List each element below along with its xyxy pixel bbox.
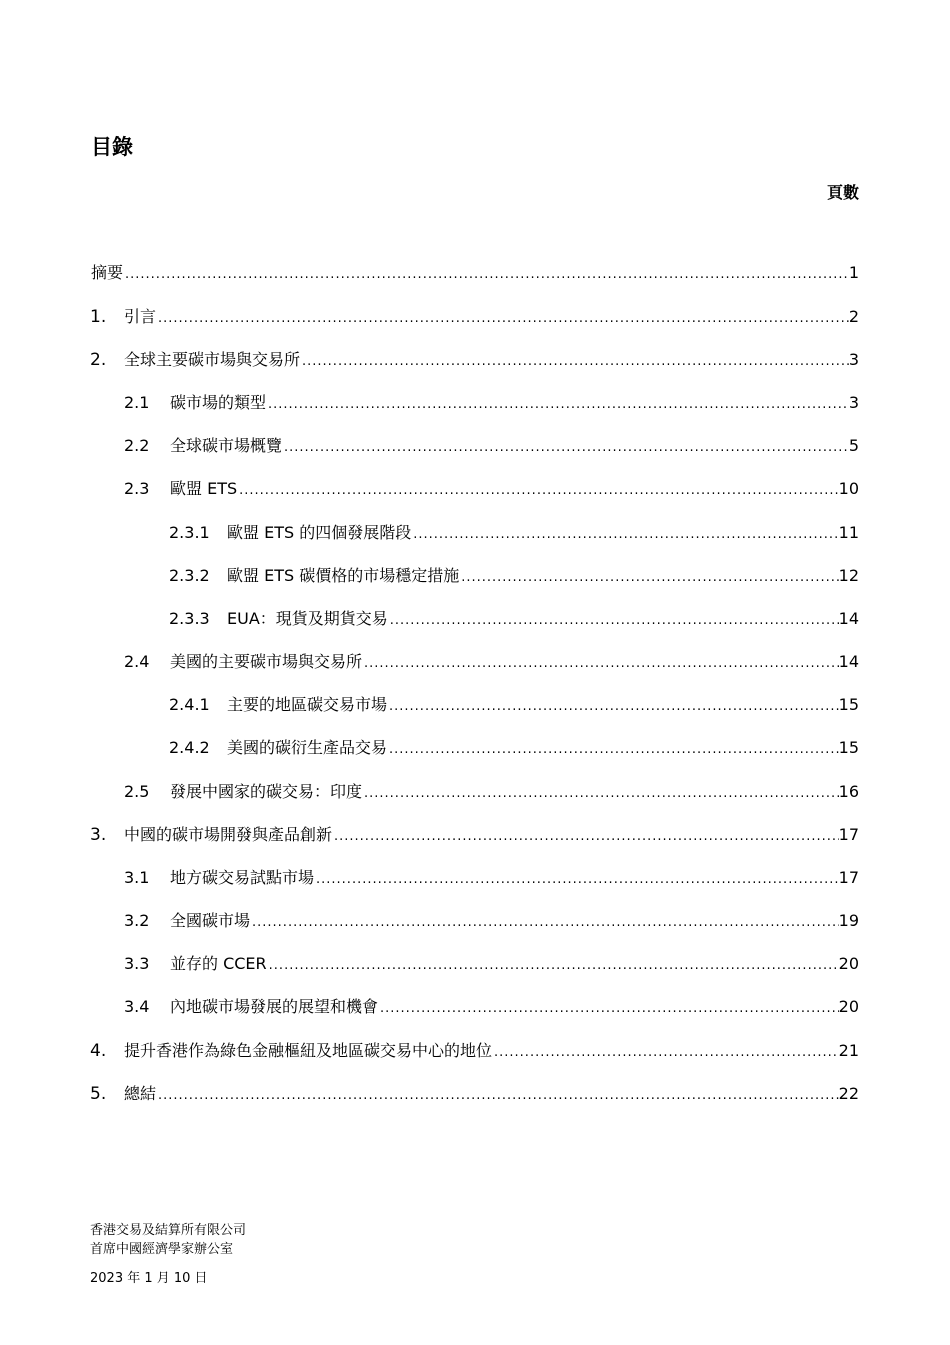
- toc-entry-number: 3.: [90, 825, 107, 845]
- toc-entry-1[interactable]: [90, 305, 859, 329]
- toc-entry-number: 1.: [90, 307, 107, 327]
- dot-leader: [267, 954, 839, 978]
- toc-entry-text: 主要的地區碳交易市場: [227, 695, 388, 714]
- toc-entry-text: 碳市場的類型: [170, 393, 267, 412]
- toc-entry-text: 美國的碳衍生產品交易: [227, 738, 388, 757]
- dot-leader: [387, 695, 839, 719]
- toc-entry-2-1[interactable]: [124, 391, 859, 415]
- toc-entry-text: 全國碳市場: [170, 911, 251, 930]
- toc-entry-text: 地方碳交易試點市場: [170, 868, 315, 887]
- toc-entry-number: 2.4: [124, 652, 150, 671]
- dot-leader: [156, 1084, 839, 1108]
- toc-entry-text: 總結: [124, 1084, 157, 1103]
- toc-entry-number: 3.3: [124, 954, 150, 973]
- dot-leader: [237, 479, 839, 503]
- toc-entry-2-5[interactable]: [124, 780, 859, 804]
- toc-entry-text: 歐盟 ETS 的四個發展階段: [227, 523, 412, 542]
- toc-entry-3-2[interactable]: [124, 909, 859, 933]
- toc-entry-5[interactable]: [90, 1082, 859, 1106]
- toc-entry-text: 並存的 CCER: [170, 954, 267, 973]
- toc-entry-number: 2.2: [124, 436, 150, 455]
- dot-leader: [250, 911, 839, 935]
- toc-entry-page: 3: [848, 393, 859, 412]
- toc-entry-3[interactable]: [90, 823, 859, 847]
- toc-entry-text: 美國的主要碳市場與交易所: [170, 652, 363, 671]
- toc-entry-number: 3.1: [124, 868, 150, 887]
- toc-entry-number: 2.4.2: [169, 738, 210, 757]
- toc-entry-text: 引言: [124, 307, 157, 326]
- toc-entry-page: 16: [838, 782, 859, 801]
- toc-entry-page: 5: [848, 436, 859, 455]
- toc-entry-page: 17: [838, 868, 859, 887]
- toc-entry-2-4-1[interactable]: [169, 693, 859, 717]
- dot-leader: [266, 393, 849, 417]
- toc-entry-text: 全球主要碳市場與交易所: [124, 350, 301, 369]
- toc-entry-text: 全球碳市場概覽: [170, 436, 283, 455]
- dot-leader: [123, 263, 849, 287]
- page-column-label: 頁數: [826, 183, 859, 202]
- dot-leader: [388, 609, 839, 633]
- toc-entry-page: 15: [838, 695, 859, 714]
- toc-entry-page: 1: [848, 263, 859, 282]
- toc-entry-number: 2.3.2: [169, 566, 210, 585]
- toc-entry-page: 10: [838, 479, 859, 498]
- dot-leader: [411, 523, 838, 547]
- footer-org-line1: 香港交易及結算所有限公司: [90, 1223, 247, 1238]
- toc-entry-text: 發展中國家的碳交易：印度: [170, 782, 363, 801]
- footer-date: 2023 年 1 月 10 日: [90, 1271, 208, 1286]
- toc-entry-number: 2.3: [124, 479, 150, 498]
- dot-leader: [332, 825, 839, 849]
- toc-entry-2-4[interactable]: [124, 650, 859, 674]
- toc-title: 目錄: [91, 135, 133, 159]
- toc-entry-summary[interactable]: [91, 261, 859, 285]
- toc-entry-page: 12: [838, 566, 859, 585]
- dot-leader: [362, 782, 839, 806]
- toc-entry-number: 3.4: [124, 997, 150, 1016]
- dot-leader: [378, 997, 839, 1021]
- toc-entry-3-4[interactable]: [124, 995, 859, 1019]
- toc-entry-page: 22: [838, 1084, 859, 1103]
- toc-entry-number: 2.3.1: [169, 523, 210, 542]
- toc-entry-number: 4.: [90, 1041, 107, 1061]
- toc-entry-4[interactable]: [90, 1039, 859, 1063]
- toc-entry-3-1[interactable]: [124, 866, 859, 890]
- dot-leader: [492, 1041, 839, 1065]
- toc-entry-number: 5.: [90, 1084, 107, 1104]
- toc-entry-text: 中國的碳市場開發與產品創新: [124, 825, 333, 844]
- dot-leader: [387, 738, 839, 762]
- toc-entry-page: 11: [838, 523, 859, 542]
- toc-entry-2-3-3[interactable]: [169, 607, 859, 631]
- toc-entry-2-3-1[interactable]: [169, 521, 859, 545]
- toc-entry-page: 14: [838, 652, 859, 671]
- toc-entry-page: 17: [838, 825, 859, 844]
- dot-leader: [459, 566, 838, 590]
- toc-entry-text: 內地碳市場發展的展望和機會: [170, 997, 379, 1016]
- toc-entry-page: 2: [848, 307, 859, 326]
- toc-entry-page: 20: [838, 997, 859, 1016]
- dot-leader: [314, 868, 839, 892]
- toc-entry-page: 21: [838, 1041, 859, 1060]
- toc-entry-2-2[interactable]: [124, 434, 859, 458]
- toc-entry-number: 2.1: [124, 393, 150, 412]
- toc-entry-3-3[interactable]: [124, 952, 859, 976]
- dot-leader: [282, 436, 849, 460]
- toc-entry-text: 歐盟 ETS: [170, 479, 238, 498]
- footer-org-line2: 首席中國經濟學家辦公室: [90, 1242, 234, 1257]
- toc-entry-2-3[interactable]: [124, 477, 859, 501]
- toc-entry-page: 20: [838, 954, 859, 973]
- toc-entry-page: 15: [838, 738, 859, 757]
- toc-entry-text: 歐盟 ETS 碳價格的市場穩定措施: [227, 566, 460, 585]
- toc-entry-2-3-2[interactable]: [169, 564, 859, 588]
- toc-entry-page: 14: [838, 609, 859, 628]
- toc-entry-number: 2.5: [124, 782, 150, 801]
- toc-entry-number: 2.3.3: [169, 609, 210, 628]
- toc-entry-number: 3.2: [124, 911, 150, 930]
- toc-entry-text: EUA：現貨及期貨交易: [227, 609, 388, 628]
- toc-entry-page: 19: [838, 911, 859, 930]
- toc-entry-number: 2.: [90, 350, 107, 370]
- dot-leader: [300, 350, 849, 374]
- toc-entry-2[interactable]: [90, 348, 859, 372]
- toc-entry-text: 提升香港作為綠色金融樞紐及地區碳交易中心的地位: [124, 1041, 493, 1060]
- dot-leader: [362, 652, 839, 676]
- toc-entry-text: 摘要: [91, 263, 124, 282]
- toc-entry-2-4-2[interactable]: [169, 736, 859, 760]
- toc-entry-page: 3: [848, 350, 859, 369]
- dot-leader: [156, 307, 849, 331]
- toc-entry-number: 2.4.1: [169, 695, 210, 714]
